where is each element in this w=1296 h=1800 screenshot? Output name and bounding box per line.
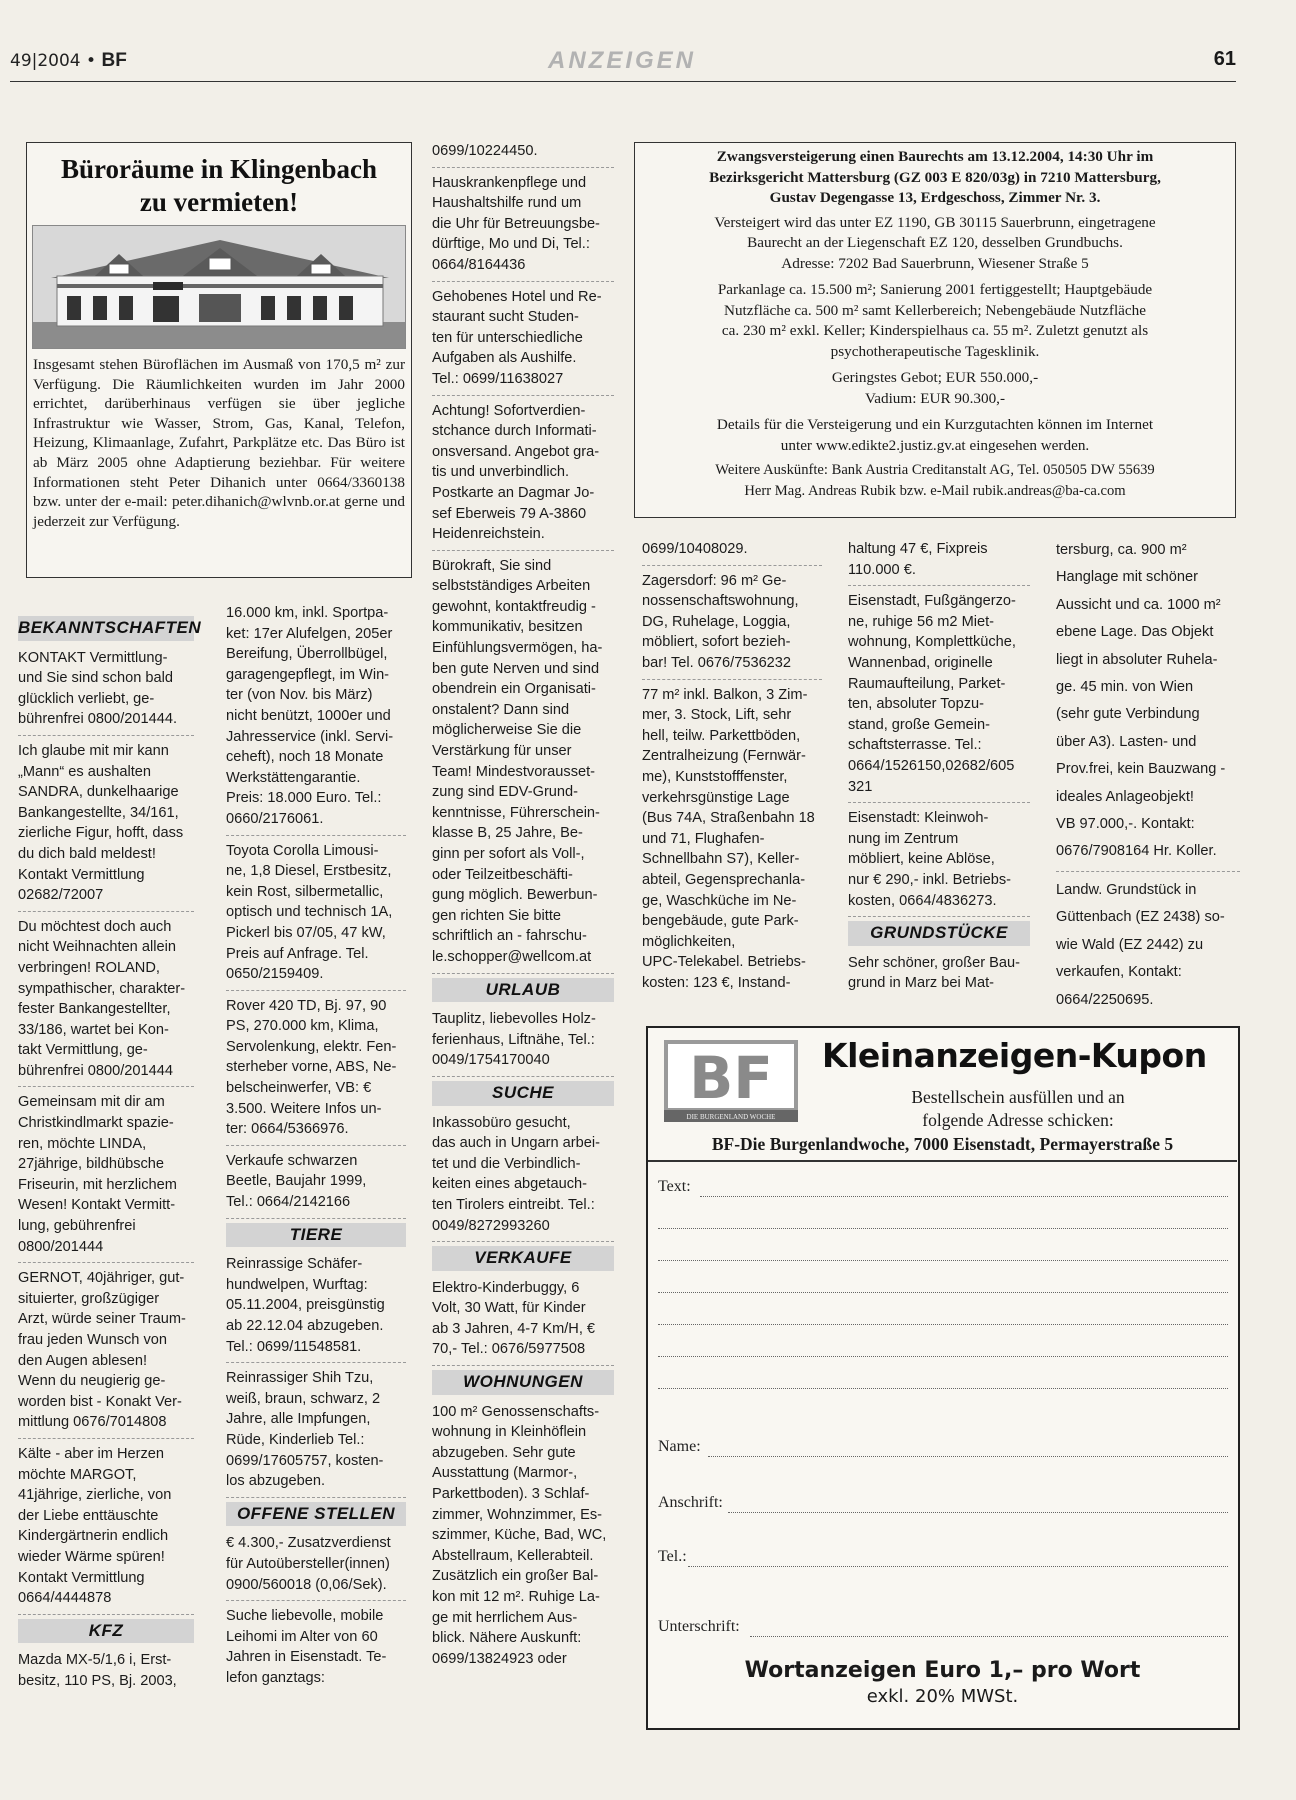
issue-label [10, 50, 127, 72]
text-field-line[interactable] [658, 1388, 1228, 1389]
category-heading: URLAUB [432, 978, 614, 1003]
classified-ad: Hauskrankenpflege und Haushaltshilfe rund um die Uhr für Betreuungsbe- dürftige, Mo und Di, Tel.: 0664/8164436 [432, 172, 614, 282]
classified-ad: Eisenstadt: Kleinwoh- nung im Zentrum möbliert, keine Ablöse, nur € 290,- inkl. Betriebs- kosten, 0664/4836273. [848, 807, 1030, 917]
coupon-price: Wortanzeigen Euro 1,– pro Wort [744, 1658, 1141, 1683]
classified-ad: Reinrassiger Shih Tzu, weiß, braun, schwarz, 2 Jahre, alle Impfungen, Rüde, Kinderlieb Tel.: 0699/17605757, kosten- los abzugeben. [226, 1367, 406, 1498]
category-heading: GRUNDSTÜCKE [848, 921, 1030, 946]
classifieds-column-5 [848, 538, 1030, 1003]
text-field-line[interactable] [658, 1356, 1228, 1357]
classified-ad: GERNOT, 40jähriger, gut- situierter, großzügiger Arzt, würde seiner Traum- frau jeden Wunsch von den Augen ablesen! Wenn du neugierig ge- worden bist - Konakt Ver- mittlung 0676/7014808 [18, 1267, 194, 1439]
bf-logo [664, 1040, 798, 1122]
classified-ad: Gemeinsam mit dir am Christkindlmarkt spazie- ren, möchte LINDA, 27jährige, bildhübsche Friseurin, mit herzlichem Wesen! Kontakt Vermitt- lung, gebührenfrei 0800/201444 [18, 1091, 194, 1263]
logo-tagline: DIE BURGENLAND WOCHE [686, 1113, 776, 1121]
classified-ad: Sehr schöner, großer Bau- grund in Marz bei Mat- [848, 954, 1020, 992]
text-field-line[interactable] [658, 1324, 1228, 1325]
brand-name: BF [101, 50, 127, 71]
auction-paragraph: Details für die Versteigerung und ein Kurzgutachten können im Internet unter www.edikte2.justiz.gv.at eingesehen werden. [716, 416, 1154, 454]
classified-ad: Bürokraft, Sie sind selbstständiges Arbeiten gewohnt, kontaktfreudig - kommunikativ, besitzen Einfühlungsvermögen, ha- ben gute Nerven und sind obendrein ein Organisati- onstalent? Dann sind möglicherweise Sie die Verstärkung für unser Team! Mindestvorausset- zung sind EDV-Grund- kenntnisse, Führerschein- klasse B, 25 Jahre, Be- ginn per sofort als Voll-, oder Teilzeitbeschäfti- gung möglich. Bewerbun- gen richten Sie bitte schriftlich an - fahrschu- le.schopper@wellcom.at [432, 555, 614, 974]
classified-ad: tersburg, ca. 900 m² Hanglage mit schöner Aussicht und ca. 1000 m² ebene Lage. Das Objekt liegt in absoluter Ruhela- ge. 45 min. von Wien (sehr gute Verbindung über A3). Lasten- und Prov.frei, kein Bauzwang - ideales Anlageobjekt! VB 97.000,-. Kontakt: 0676/7908164 Hr. Koller. [1056, 536, 1240, 872]
classified-ad: 100 m² Genossenschafts- wohnung in Kleinhöflein abzugeben. Sehr gute Ausstattung (Marmor-, Parkettboden). 3 Schlaf- zimmer, Wohnzimmer, Es- szimmer, Küche, Bad, WC, Abstellraum, Kellerabteil. Zusätzlich ein großer Bal- kon mit 12 m². Ruhige La- ge mit herrlichem Aus- blick. Nähere Auskunft: 0699/13824923 oder [432, 1403, 607, 1667]
category-heading: TIERE [226, 1223, 406, 1248]
category-heading: KFZ [18, 1619, 194, 1644]
text-field-line[interactable] [658, 1228, 1228, 1229]
text-field-line[interactable] [658, 1292, 1228, 1293]
office-ad-title: Büroräume in Klingenbach zu vermieten! [60, 154, 378, 217]
classified-ad: 0699/10224450. [432, 140, 614, 168]
office-building-photo [32, 225, 406, 349]
phone-field-label: Tel.: [658, 1548, 687, 1565]
classified-ad: Reinrassige Schäfer- hundwelpen, Wurftag: 05.11.2004, preisgünstig ab 22.12.04 abzugeben. Tel.: 0699/11548581. [226, 1253, 406, 1363]
office-building-illustration [33, 226, 406, 349]
classified-ad: Suche liebevolle, mobile Leihomi im Alter von 60 Jahren in Eisenstadt. Te- lefon ganztags: [226, 1608, 387, 1686]
classified-ad: 16.000 km, inkl. Sportpa- ket: 17er Alufelgen, 205er Bereifung, Überrollbügel, garagengepflegt, im Win- ter (von Nov. bis März) nicht benützt, 1000er und Jahresservice (inkl. Servi- ceheft), noch 18 Monate Werkstättengarantie. Preis: 18.000 Euro. Tel.: 0660/2176061. [226, 602, 406, 836]
coupon-divider [648, 1160, 1237, 1162]
classified-ad: Zagersdorf: 96 m² Ge- nossenschaftswohnung, DG, Ruhelage, Loggia, möbliert, sofort bezieh- bar! Tel. 0676/7536232 [642, 570, 822, 680]
page-header [10, 44, 1236, 82]
name-field-label: Name: [658, 1438, 701, 1455]
classified-ad: Du möchtest doch auch nicht Weihnachten allein verbringen! ROLAND, sympathischer, charakter- fester Bankangestellter, 33/186, wartet bei Kon- takt Vermittlung, ge- bührenfrei 0800/201444 [18, 916, 194, 1088]
classified-ad: Eisenstadt, Fußgängerzo- ne, ruhige 56 m2 Miet- wohnung, Komplettküche, Wannenbad, originelle Raumaufteilung, Parket- ten, absoluter Topzu- stand, große Gemein- schaftsterrasse. Tel.: 0664/1526150,02682/605 321 [848, 590, 1030, 803]
auction-notice [634, 142, 1236, 518]
classifieds-column-4 [642, 538, 822, 1002]
page-number: 61 [1213, 48, 1236, 70]
classifieds-column-2 [226, 602, 406, 1698]
signature-field-line[interactable] [750, 1636, 1228, 1637]
coupon-address: BF-Die Burgenlandwoche, 7000 Eisenstadt, Permayerstraße 5 [711, 1134, 1174, 1154]
auction-contact: Weitere Auskünfte: Bank Austria Creditanstalt AG, Tel. 050505 DW 55639 Herr Mag. Andreas Rubik bzw. e-Mail rubik.andreas@ba-ca.com [715, 462, 1155, 499]
office-ad-body: Insgesamt stehen Büroflächen im Ausmaß von 170,5 m² zur Verfügung. Die Räumlichkeiten wurden im Jahr 2000 errichtet, darüberhinaus verfügen sie über jegliche Infrastruktur wie Wasser, Strom, Gas, Kanal, Telefon, Heizung, Klimaanlage, Zufahrt, Parkplätze etc. Das Büro ist ab März 2005 ohne Adaptierung beziehbar. Für weitere Informationen steht Peter Dihanich unter 0664/3360138 bzw. unter der e-mail: peter.dihanich@wlvnb.or.at gerne und jederzeit zur Verfügung. [33, 356, 405, 530]
phone-field-line[interactable] [688, 1566, 1228, 1567]
classified-ad: Inkassobüro gesucht, das auch in Ungarn arbei- tet und die Verbindlich- keiten eines abgetauch- ten Tirolers eintreibt. Tel.: 0049/8272993260 [432, 1112, 614, 1243]
logo-text: BF [689, 1044, 773, 1112]
classified-ad: KONTAKT Vermittlung- und Sie sind schon bald glücklich verliebt, ge- bührenfrei 0800/201444. [18, 647, 194, 736]
classified-ad: Kälte - aber im Herzen möchte MARGOT, 41jährige, zierliche, von der Liebe enttäuschte Kindergärtnerin endlich wieder Wärme spüren! Kontakt Vermittlung 0664/4444878 [18, 1443, 194, 1615]
address-field-label: Anschrift: [658, 1494, 723, 1511]
coupon-instructions: Bestellschein ausfüllen und an folgende Adresse schicken: [911, 1087, 1125, 1130]
auction-title: Zwangsversteigerung einen Baurechts am 13.12.2004, 14:30 Uhr im Bezirksgericht Mattersburg (GZ 003 E 820/03g) in 7210 Mattersburg, Gustav Degengasse 13, Erdgeschoss, Zimmer Nr. 3. [709, 148, 1161, 206]
category-heading: OFFENE STELLEN [226, 1502, 406, 1527]
classified-ad: Landw. Grundstück in Güttenbach (EZ 2438) so- wie Wald (EZ 2442) zu verkaufen, Kontakt: 0664/2250695. [1056, 881, 1225, 1008]
classified-ad: 0699/10408029. [642, 538, 822, 566]
classifieds-column-3 [432, 140, 614, 1678]
classifieds-column-6 [1056, 536, 1240, 1023]
signature-field-label: Unterschrift: [658, 1618, 740, 1635]
address-field-line[interactable] [728, 1512, 1228, 1513]
auction-paragraph: Versteigert wird das unter EZ 1190, GB 30115 Sauerbrunn, eingetragene Baurecht an der Liegenschaft EZ 120, desselben Grundbuchs. Adresse: 7202 Bad Sauerbrunn, Wiesener Straße 5 [714, 213, 1156, 272]
classified-ad: Verkaufe schwarzen Beetle, Baujahr 1999, Tel.: 0664/2142166 [226, 1150, 406, 1219]
category-heading: BEKANNTSCHAFTEN [18, 616, 194, 641]
classifieds-column-1 [18, 614, 202, 1701]
coupon-vat-note: exkl. 20% MWSt. [866, 1686, 1019, 1707]
classified-ad: Achtung! Sofortverdien- stchance durch Informati- onsversand. Angebot gra- tis und unverbindlich. Postkarte an Dagmar Jo- sef Eberweis 79 A-3860 Heidenreichstein. [432, 400, 614, 551]
classified-ad: Ich glaube mit mir kann „Mann“ es aushalten SANDRA, dunkelhaarige Bankangestellte, 34/161, zierliche Figur, hofft, dass du dich bald meldest! Kontakt Vermittlung 02682/72007 [18, 740, 194, 912]
coupon-title: Kleinanzeigen-Kupon [822, 1036, 1207, 1075]
issue-number: 49|2004 • [10, 51, 97, 71]
classified-ad: Gehobenes Hotel und Re- staurant sucht Studen- ten für unterschiedliche Aufgaben als Aushilfe. Tel.: 0699/11638027 [432, 286, 614, 396]
classified-ad: Toyota Corolla Limousi- ne, 1,8 Diesel, Erstbesitz, kein Rost, silbermetallic, optisch und technisch 1A, Pickerl bis 07/05, 47 kW, Preis auf Anfrage. Tel. 0650/2159409. [226, 840, 406, 991]
auction-paragraph: Parkanlage ca. 15.500 m²; Sanierung 2001 fertiggestellt; Hauptgebäude Nutzfläche ca. 500 m² samt Kellerbereich; Nebengebäude Nutzfläche ca. 230 m² exkl. Keller; Kinderspielhaus ca. 55 m². Zuletzt genutzt als psychotherapeutische Tagesklinik. [717, 281, 1153, 360]
name-field-line[interactable] [708, 1456, 1228, 1457]
classified-coupon [646, 1026, 1240, 1730]
category-heading: SUCHE [432, 1081, 614, 1106]
classified-ad: 77 m² inkl. Balkon, 3 Zim- mer, 3. Stock, Lift, sehr hell, teilw. Parkettböden, Zentralheizung (Fernwär- me), Kunststofffenster, verkehrsgünstige Lage (Bus 74A, Straßenbahn 18 und 71, Flughafen- Schnellbahn S7), Keller- abteil, Gegensprechanla- ge, Waschküche im Ne- bengebäude, gute Park- möglichkeiten, UPC-Telekabel. Betriebs- kosten: 123 €, Instand- [642, 686, 815, 991]
classified-ad: Mazda MX-5/1,6 i, Erst- besitz, 110 PS, Bj. 2003, [18, 1652, 177, 1689]
auction-paragraph: Geringstes Gebot; EUR 550.000,- Vadium: EUR 90.300,- [831, 369, 1039, 407]
classified-ad: € 4.300,- Zusatzverdienst für Autoübersteller(innen) 0900/560018 (0,06/Sek). [226, 1532, 406, 1601]
classified-ad: haltung 47 €, Fixpreis 110.000 €. [848, 538, 1030, 586]
classified-ad: Rover 420 TD, Bj. 97, 90 PS, 270.000 km, Klima, Servolenkung, elektr. Fen- sterheber vorne, ABS, Ne- belscheinwerfer, VB: € 3.500. Weitere Infos un- ter: 0664/5366976. [226, 995, 406, 1146]
classified-ad: Elektro-Kinderbuggy, 6 Volt, 30 Watt, für Kinder ab 3 Jahren, 4-7 Km/H, € 70,- Tel.: 0676/5977508 [432, 1277, 614, 1366]
classified-ad: Tauplitz, liebevolles Holz- ferienhaus, Liftnähe, Tel.: 0049/1754170040 [432, 1008, 614, 1077]
category-heading: VERKAUFE [432, 1246, 614, 1271]
office-rental-ad [26, 142, 412, 578]
text-field-line[interactable] [700, 1196, 1228, 1197]
category-heading: WOHNUNGEN [432, 1370, 614, 1395]
section-title: ANZEIGEN [548, 47, 697, 74]
text-field-label: Text: [658, 1178, 691, 1195]
text-field-line[interactable] [658, 1260, 1228, 1261]
